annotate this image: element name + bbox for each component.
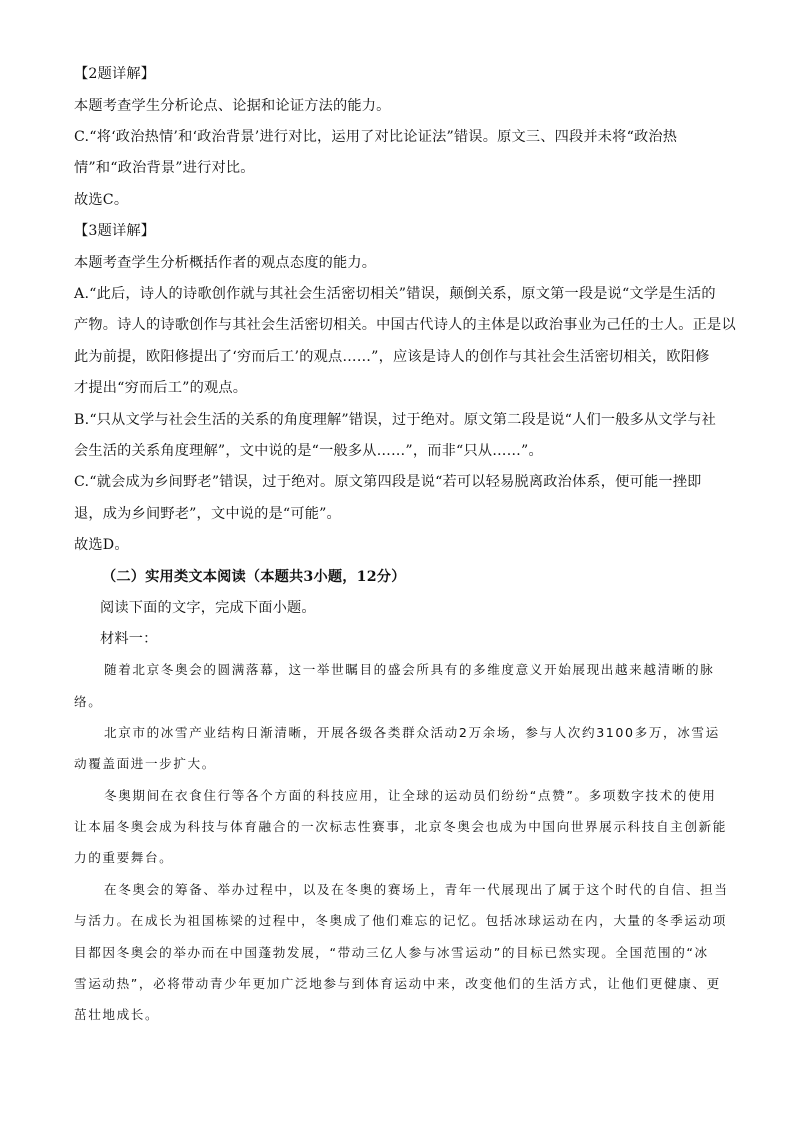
material-text: 络。 — [74, 694, 103, 709]
analysis-text: B.“只从文学与社会生活的关系的角度理解”错误，过于绝对。原文第二段是说“人们一般多从文学与社 — [74, 412, 716, 428]
material-text: 力的重要舞台。 — [74, 850, 174, 865]
material-text: 动覆盖面进一步扩大。 — [74, 756, 216, 771]
section-heading: 【3题详解】 — [74, 223, 156, 239]
material-text: 冬奥期间在衣食住行等各个方面的科技应用，让全球的运动员们纷纷“点赞”。多项数字技术的使用 — [104, 788, 717, 803]
material-text: 让本届冬奥会成为科技与体育融合的一次标志性赛事，北京冬奥会也成为中国向世界展示科技自主创新能 — [74, 819, 727, 834]
analysis-text: C.“就会成为乡间野老”错误，过于绝对。原文第四段是说“若可以轻易脱离政治体系，便可能一挫即 — [74, 474, 702, 490]
analysis-text: 产物。诗人的诗歌创作与其社会生活密切相关。中国古代诗人的主体是以政治事业为己任的士人。正是以 — [74, 317, 736, 333]
instruction-text: 阅读下面的文字，完成下面小题。 — [100, 600, 316, 616]
material-text: 茁壮地成长。 — [74, 1007, 160, 1022]
part-title: （二）实用类文本阅读（本题共3小题，12分） — [102, 569, 406, 585]
material-label: 材料一： — [100, 631, 158, 647]
material-text: 雪运动热”，必将带动青少年更加广泛地参与到体育运动中来，改变他们的生活方式，让他们更健康、更 — [74, 976, 721, 991]
analysis-text: 此为前提，欧阳修提出了‘穷而后工’的观点……”，应该是诗人的创作与其社会生活密切相关，欧阳修 — [74, 349, 710, 365]
analysis-text: 本题考查学生分析论点、论据和论证方法的能力。 — [74, 98, 391, 114]
analysis-text: A.“此后，诗人的诗歌创作就与其社会生活密切相关”错误，颠倒关系，原文第一段是说“文学是生活的 — [74, 286, 716, 302]
answer-line: 故选C。 — [74, 192, 129, 208]
material-text: 北京市的冰雪产业结构日渐清晰，开展各级各类群众活动2万余场，参与人次约3100多万，冰雪运 — [104, 725, 720, 740]
analysis-text: 会生活的关系角度理解”，文中说的是“一般多从……”，而非“只从……”。 — [74, 443, 543, 459]
analysis-text: 退，成为乡间野老”，文中说的是“可能”。 — [74, 506, 341, 522]
material-text: 在冬奥会的筹备、举办过程中，以及在冬奥的赛场上，青年一代展现出了属于这个时代的自信、担当 — [104, 882, 729, 897]
answer-line: 故选D。 — [74, 537, 129, 553]
analysis-text: 情”和“政治背景”进行对比。 — [74, 160, 255, 176]
analysis-text: 才提出“穷而后工”的观点。 — [74, 380, 248, 396]
section-heading: 【2题详解】 — [74, 66, 156, 82]
analysis-text: C.“将‘政治热情’和‘政治背景’进行对比，运用了对比论证法”错误。原文三、四段并未将“政治热 — [74, 129, 678, 145]
material-text: 与活力。在成长为祖国栋梁的过程中，冬奥成了他们难忘的记忆。包括冰球运动在内，大量的冬季运动项 — [74, 913, 727, 928]
analysis-text: 本题考查学生分析概括作者的观点态度的能力。 — [74, 255, 377, 271]
material-text: 目都因冬奥会的举办而在中国蓬勃发展，“带动三亿人参与冰雪运动”的目标已然实现。全国范围的“冰 — [74, 945, 709, 960]
material-text: 随着北京冬奥会的圆满落幕，这一举世瞩目的盛会所具有的多维度意义开始展现出越来越清晰的脉 — [104, 662, 715, 677]
